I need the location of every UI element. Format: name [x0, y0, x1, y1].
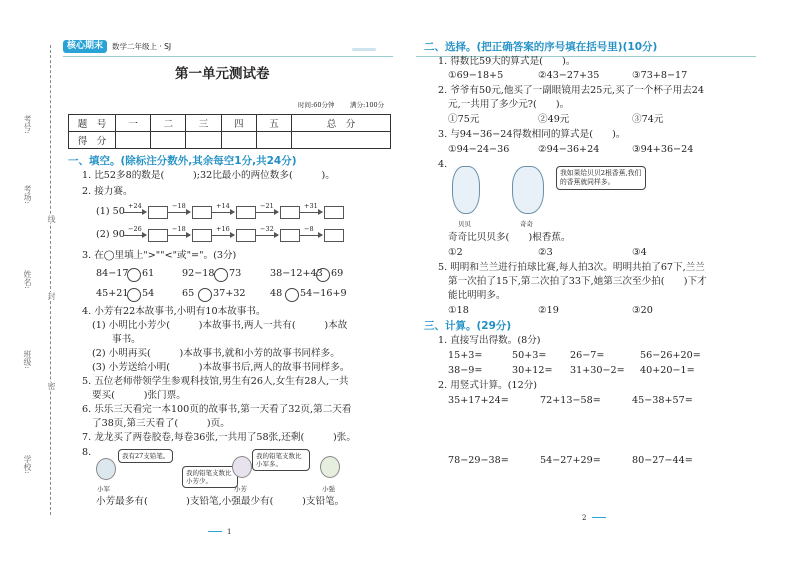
vertical-calc-item: 78−29−38=: [448, 455, 509, 466]
page-title: 第一单元测试卷: [175, 66, 270, 82]
calc-item: 26−7=: [570, 350, 605, 361]
compare-right: 61: [142, 268, 155, 279]
relay-op-label: −26: [128, 225, 142, 233]
compare-right: 69: [331, 268, 344, 279]
score-table-cell: 题 号: [69, 115, 116, 132]
s1-q4-3: (3) 小芳送给小明( )本故事书后,两人的故事书同样多。: [92, 362, 350, 373]
compare-left: 45+21: [96, 288, 129, 299]
compare-circle[interactable]: [198, 288, 212, 302]
relay-answer-box[interactable]: [280, 206, 300, 219]
relay-arrow: [256, 212, 278, 213]
speech-bubble-qiqi: [556, 166, 646, 190]
relay-arrow: [300, 212, 322, 213]
relay-arrow: [212, 212, 234, 213]
s1-q4: 4. 小芳有22本故事书,小明有10本故事书。: [82, 306, 266, 317]
s1-q8-answer: 小芳最多有( )支铅笔,小强最少有( )支铅笔。: [96, 496, 345, 507]
score-table-header-row: [69, 115, 391, 132]
s2-q3-opt1[interactable]: ①94−24−36: [448, 144, 510, 155]
s2-q5a: 5. 明明和兰兰进行拍球比赛,每人拍3次。明明共拍了67下,兰兰: [438, 262, 705, 273]
s2-q2b: 元,一共用了多少元?( )。: [448, 99, 570, 110]
name-beibei: 贝贝: [458, 220, 471, 228]
section3-heading-text: 三、计算。(29分): [424, 320, 512, 332]
relay-arrow: [256, 235, 278, 236]
s2-q5b: 第一次拍了15下,第二次拍了33下,她第三次至少拍( )下才: [448, 276, 707, 287]
s3-q1: 1. 直接写出得数。(8分): [438, 335, 541, 346]
s2-q1-opt1[interactable]: ①69−18+5: [448, 70, 504, 81]
score-table-cell: 五: [256, 115, 291, 132]
relay-answer-box[interactable]: [148, 206, 168, 219]
relay-arrow: [212, 235, 234, 236]
banana-character-beibei: [452, 166, 480, 214]
compare-left: 48: [270, 288, 283, 299]
brand-text: 核心期末: [67, 41, 104, 51]
banana-character-qiqi: [512, 166, 544, 214]
s2-q2-opt2[interactable]: ②49元: [538, 114, 570, 125]
relay-op-label: −18: [172, 202, 186, 210]
relay-op-label: −8: [304, 225, 314, 233]
s1-q4-1b: 事书。: [112, 334, 141, 345]
relay-op-label: −32: [260, 225, 274, 233]
score-table-cell: 一: [116, 115, 151, 132]
name-xiaofang: 小芳: [234, 485, 247, 493]
header-decor-dots: [352, 48, 376, 51]
s2-q1: 1. 得数比59大的算式是( )。: [438, 56, 576, 67]
side-label-kaochang: 考场:: [23, 185, 32, 204]
compare-circle[interactable]: [214, 268, 228, 282]
side-label-kaohao: 考号:: [23, 115, 32, 134]
s2-q5-opt1[interactable]: ①18: [448, 305, 469, 316]
score-input-cell[interactable]: [186, 132, 221, 149]
relay-answer-box[interactable]: [148, 229, 168, 242]
vertical-calc-item: 35+17+24=: [448, 395, 509, 406]
page-number-2: 2: [582, 514, 587, 522]
relay-op-label: +24: [128, 202, 142, 210]
relay-arrow: [124, 235, 146, 236]
binding-dashed-line: [50, 45, 51, 515]
section2-heading-text: 二、选择。(把正确答案的序号填在括号里)(10分): [424, 41, 658, 53]
relay2-label: (2) 90: [96, 229, 125, 240]
s2-q4-opt1[interactable]: ①2: [448, 247, 463, 258]
score-table-cell: 二: [151, 115, 186, 132]
s2-q3-opt2[interactable]: ②94−36+24: [538, 144, 600, 155]
s2-q4-opt3[interactable]: ③4: [632, 247, 647, 258]
compare-right: 54−16+9: [300, 288, 347, 299]
s2-q4: 4.: [438, 159, 448, 170]
bubble-text: 我的铅笔支数比小军多。: [256, 452, 302, 468]
s2-q4-line: 奇奇比贝贝多( )根香蕉。: [448, 232, 571, 243]
side-label-xian: 线: [47, 215, 56, 223]
relay-op-label: −21: [260, 202, 274, 210]
s1-q6a: 6. 乐乐三天看完一本100页的故事书,第一天看了32页,第二天看: [82, 404, 352, 415]
side-label-name: 姓名:: [23, 270, 32, 289]
page-number-1-decor: [208, 531, 222, 532]
name-xiaoqiang: 小强: [322, 485, 335, 493]
calc-item: 40+20−1=: [640, 365, 695, 376]
s2-q3: 3. 与94−36−24得数相同的算式是( )。: [438, 129, 626, 140]
speech-bubble-xiaojun: 我有27支铅笔。: [118, 449, 173, 463]
calc-item: 31+30−2=: [570, 365, 625, 376]
s2-q4-opt2[interactable]: ②3: [538, 247, 553, 258]
relay1-label: (1) 50: [96, 206, 125, 217]
compare-circle[interactable]: [316, 268, 330, 282]
s1-q6b: 了38页,第三天看了( )页。: [92, 418, 230, 429]
compare-left: 38−12+43: [270, 268, 323, 279]
relay-answer-box[interactable]: [192, 229, 212, 242]
relay-arrow: [168, 235, 190, 236]
calc-item: 56−26+20=: [640, 350, 701, 361]
calc-item: 38−9=: [448, 365, 483, 376]
relay-op-label: +16: [216, 225, 230, 233]
relay-op-label: −18: [172, 225, 186, 233]
s2-q2-opt3[interactable]: ③74元: [632, 114, 664, 125]
relay-arrow: [300, 235, 322, 236]
s1-q2: 2. 接力赛。: [82, 186, 133, 197]
relay-answer-box[interactable]: [236, 206, 256, 219]
relay-answer-box[interactable]: [280, 229, 300, 242]
vertical-calc-item: 80−27−44=: [632, 455, 693, 466]
s1-q5a: 5. 五位老师带领学生参观科技馆,男生有26人,女生有28人,一共: [82, 376, 349, 387]
s2-q5c: 能比明明多。: [448, 290, 506, 301]
compare-left: 65: [182, 288, 195, 299]
score-input-cell[interactable]: [151, 132, 186, 149]
speech-bubble-xiaoqiang: [252, 449, 310, 471]
relay-arrow: [168, 212, 190, 213]
compare-circle[interactable]: [127, 288, 141, 302]
side-label-class: 班级:: [23, 350, 32, 369]
section2-heading: [424, 41, 657, 53]
vertical-calc-item: 72+13−58=: [540, 395, 601, 406]
section1-heading: [68, 155, 297, 167]
score-input-cell[interactable]: [116, 132, 151, 149]
compare-right: 37+32: [213, 288, 246, 299]
s1-q3: 3. 在◯里填上">""<"或"="。(3分): [82, 250, 237, 261]
relay-answer-box[interactable]: [324, 206, 344, 219]
relay-answer-box[interactable]: [324, 229, 344, 242]
calc-item: 50+3=: [512, 350, 547, 361]
score-input-cell[interactable]: [221, 132, 256, 149]
child-figure-xiaojun: [96, 458, 116, 480]
subject-label: 数学二年级上 · SJ: [112, 42, 172, 51]
section3-heading: [424, 320, 511, 332]
score-input-cell[interactable]: [256, 132, 291, 149]
time-limit: 时间:60分钟: [298, 101, 335, 109]
side-label-feng: 封: [47, 292, 56, 300]
side-label-school: 学校:: [23, 455, 32, 474]
full-score: 满分:100分: [350, 101, 385, 109]
s2-q2-opt1[interactable]: ①75元: [448, 114, 480, 125]
compare-left: 92−18: [182, 268, 215, 279]
score-input-cell[interactable]: [292, 132, 391, 149]
child-figure-xiaoqiang: [320, 456, 340, 478]
s2-q2a: 2. 爷爷有50元,他买了一副眼镜用去25元,买了一个杯子用去24: [438, 85, 704, 96]
s1-q4-2: (2) 小明再买( )本故事书,就和小芳的故事书同样多。: [92, 348, 340, 359]
compare-right: 73: [229, 268, 242, 279]
section1-heading-text: 一、填空。(除标注分数外,其余每空1分,共24分): [68, 155, 297, 167]
s3-q2: 2. 用竖式计算。(12分): [438, 380, 538, 391]
score-table-cell: 总 分: [292, 115, 391, 132]
s1-q1: 1. 比52多8的数是( );32比最小的两位数多( )。: [82, 170, 335, 181]
s1-q4-1a: (1) 小明比小芳少( )本故事书,两人一共有( )本故: [92, 320, 348, 331]
bubble-text: 我的铅笔支数比小芳少。: [186, 469, 232, 485]
score-table-cell: 四: [221, 115, 256, 132]
s2-q5-opt2[interactable]: ②19: [538, 305, 559, 316]
score-table-cell: 三: [186, 115, 221, 132]
relay-op-label: +14: [216, 202, 230, 210]
speech-bubble-xiaofang: [182, 466, 238, 488]
name-xiaojun: 小军: [97, 485, 110, 493]
relay-answer-box[interactable]: [192, 206, 212, 219]
relay-arrow: [124, 212, 146, 213]
brand-logo: [63, 40, 107, 53]
s1-q5b: 要买( )张门票。: [92, 390, 186, 401]
child-figure-xiaofang: [232, 456, 252, 478]
bubble-text: 我如果给贝贝2根香蕉,我们的香蕉就同样多。: [560, 169, 642, 186]
s2-q1-opt3[interactable]: ③73+8−17: [632, 70, 688, 81]
compare-left: 84−17: [96, 268, 129, 279]
s2-q5-opt3[interactable]: ③20: [632, 305, 653, 316]
vertical-calc-item: 45−38+57=: [632, 395, 693, 406]
side-label-mi: 密: [47, 382, 56, 390]
score-table: [68, 114, 391, 149]
score-table-cell: 得 分: [69, 132, 116, 149]
s2-q3-opt3[interactable]: ③94+36−24: [632, 144, 694, 155]
calc-item: 15+3=: [448, 350, 483, 361]
score-table-score-row: [69, 132, 391, 149]
compare-circle[interactable]: [127, 268, 141, 282]
compare-circle[interactable]: [285, 288, 299, 302]
s2-q1-opt2[interactable]: ②43−27+35: [538, 70, 600, 81]
page-number-2-decor: [592, 517, 606, 518]
compare-right: 54: [142, 288, 155, 299]
calc-item: 30+12=: [512, 365, 553, 376]
vertical-calc-item: 54−27+29=: [540, 455, 601, 466]
s1-q7: 7. 龙龙买了两卷胶卷,每卷36张,一共用了58张,还剩( )张。: [82, 432, 356, 443]
name-qiqi: 奇奇: [520, 220, 533, 228]
header-rule-left: [63, 56, 393, 57]
page-number-1: 1: [227, 528, 232, 536]
relay-op-label: +31: [304, 202, 318, 210]
s1-q8: 8.: [82, 447, 92, 458]
relay-answer-box[interactable]: [236, 229, 256, 242]
